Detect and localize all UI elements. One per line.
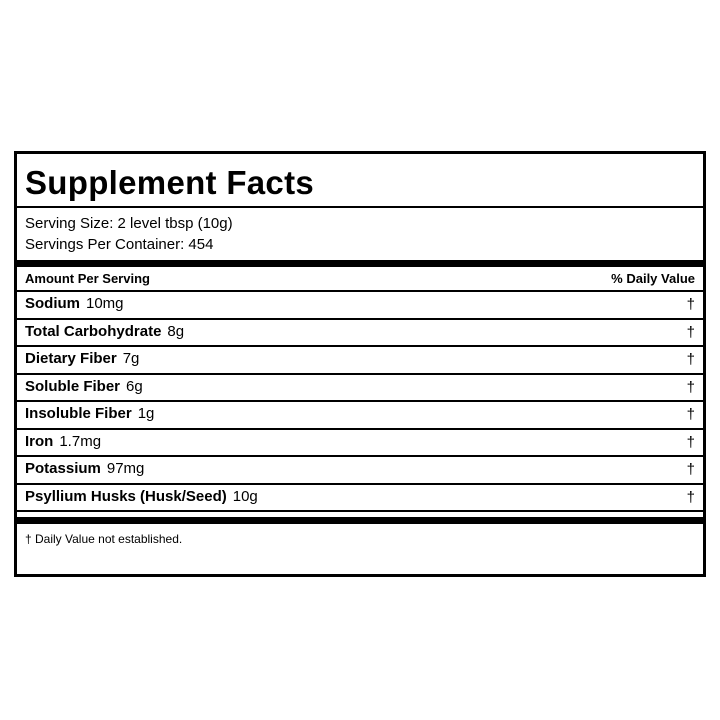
nutrient-name: Iron 1.7mg bbox=[25, 432, 102, 450]
nutrient-name: Potassium 97mg bbox=[25, 460, 145, 477]
nutrient-row bbox=[17, 428, 703, 456]
nutrient-amount: 7g bbox=[122, 350, 140, 367]
nutrient-name: Total Carbohydrate 8g bbox=[25, 322, 185, 340]
nutrient-amount: 10mg bbox=[86, 295, 124, 312]
daily-value-label: % Daily Value bbox=[611, 271, 695, 286]
nutrient-daily-value: † bbox=[686, 296, 695, 313]
nutrient-amount: 6g bbox=[126, 377, 143, 395]
nutrient-row bbox=[17, 373, 703, 401]
nutrient-daily-value: † bbox=[686, 433, 695, 451]
nutrient-row bbox=[17, 318, 703, 346]
supplement-facts-panel bbox=[14, 151, 706, 577]
nutrient-daily-value: † bbox=[686, 378, 695, 396]
nutrient-name: Soluble Fiber 6g bbox=[25, 377, 143, 395]
nutrient-row bbox=[17, 483, 703, 511]
nutrient-daily-value: † bbox=[686, 406, 695, 423]
nutrient-daily-value: † bbox=[686, 461, 695, 478]
nutrient-amount: 1g bbox=[137, 405, 155, 422]
nutrient-amount: 10g bbox=[232, 487, 258, 505]
nutrient-daily-value: † bbox=[686, 488, 695, 506]
servings-per-container: Servings Per Container: 454 bbox=[25, 236, 214, 253]
panel-title: Supplement Facts bbox=[25, 164, 315, 201]
nutrient-name: Insoluble Fiber 1g bbox=[25, 405, 155, 422]
column-header bbox=[25, 271, 695, 286]
nutrient-list bbox=[17, 290, 703, 510]
nutrient-daily-value: † bbox=[686, 323, 695, 341]
nutrient-daily-value: † bbox=[686, 351, 695, 368]
nutrient-row bbox=[17, 455, 703, 483]
nutrient-row bbox=[17, 400, 703, 428]
thin-divider-bottom bbox=[17, 510, 703, 512]
nutrient-name: Sodium 10mg bbox=[25, 295, 124, 312]
amount-per-serving-label: Amount Per Serving bbox=[25, 271, 150, 286]
footnote: † Daily Value not established. bbox=[25, 532, 183, 546]
nutrient-row bbox=[17, 290, 703, 318]
serving-size: Serving Size: 2 level tbsp (10g) bbox=[25, 215, 233, 232]
thick-divider-top bbox=[17, 260, 703, 267]
title-divider bbox=[17, 206, 703, 208]
thick-divider-bottom bbox=[17, 517, 703, 524]
nutrient-amount: 1.7mg bbox=[59, 432, 102, 450]
nutrient-amount: 97mg bbox=[106, 460, 145, 477]
nutrient-name: Psyllium Husks (Husk/Seed) 10g bbox=[25, 487, 258, 505]
nutrient-row bbox=[17, 345, 703, 373]
nutrient-name: Dietary Fiber 7g bbox=[25, 350, 140, 367]
nutrient-amount: 8g bbox=[167, 322, 185, 340]
